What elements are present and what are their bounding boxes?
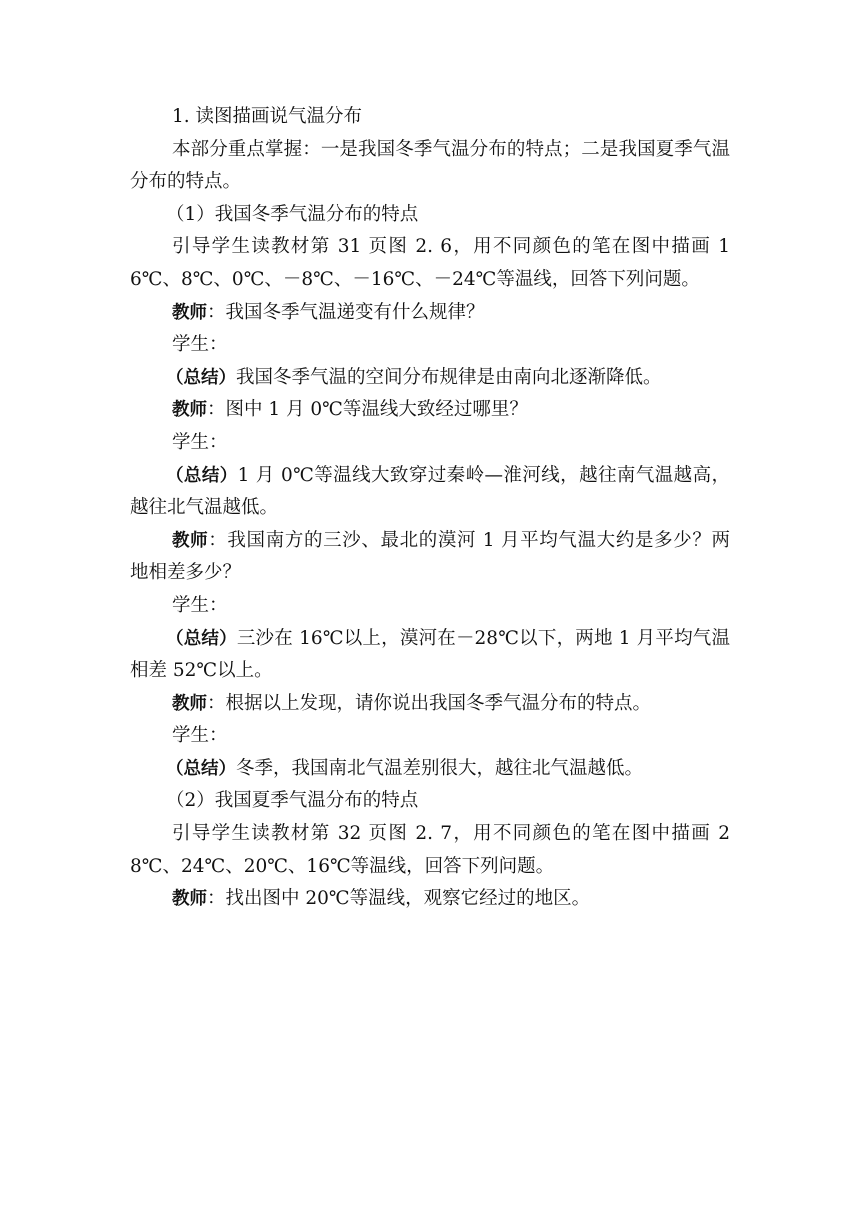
summary-label: （总结） bbox=[166, 465, 238, 486]
teacher-question-4 bbox=[130, 688, 730, 721]
instruction-paragraph-2: 引导学生读教材第 32 页图 2. 7，用不同颜色的笔在图中描画 28℃、24℃、20℃、16℃等温线，回答下列问题。 bbox=[130, 823, 730, 877]
teacher-question-2 bbox=[130, 394, 730, 427]
summary-label: （总结） bbox=[166, 758, 236, 779]
summary-text: 我国冬季气温的空间分布规律是由南向北逐渐降低。 bbox=[236, 366, 662, 388]
teacher-question-5 bbox=[130, 883, 730, 916]
question-text: ：找出图中 20℃等温线，观察它经过的地区。 bbox=[207, 888, 591, 910]
section-heading: 1. 读图描画说气温分布 bbox=[172, 106, 363, 127]
student-line-1: 学生： bbox=[172, 334, 228, 356]
teacher-question-3 bbox=[130, 525, 730, 590]
student-line-2: 学生： bbox=[172, 431, 228, 453]
summary-label: （总结） bbox=[166, 367, 236, 388]
question-text: ：我国南方的三沙、最北的漠河 1 月平均气温大约是多少？两地相差多少？ bbox=[130, 529, 730, 584]
question-text: ：我国冬季气温递变有什么规律？ bbox=[207, 301, 485, 323]
teacher-label: 教师 bbox=[172, 889, 207, 910]
summary-label: （总结） bbox=[166, 628, 237, 649]
summary-text: 冬季，我国南北气温差别很大，越往北气温越低。 bbox=[236, 757, 644, 779]
teacher-label: 教师 bbox=[172, 302, 207, 323]
intro-paragraph: 本部分重点掌握：一是我国冬季气温分布的特点；二是我国夏季气温分布的特点。 bbox=[130, 138, 730, 193]
student-line-4: 学生： bbox=[172, 725, 228, 747]
summary-2 bbox=[130, 460, 730, 525]
summary-text: 三沙在 16℃以上，漠河在－28℃以下，两地 1 月平均气温相差 52℃以上。 bbox=[130, 627, 730, 682]
teacher-label: 教师 bbox=[172, 530, 209, 551]
document-body bbox=[130, 101, 730, 916]
subsection-title-winter: （1）我国冬季气温分布的特点 bbox=[166, 203, 419, 225]
subsection-title-summer: （2）我国夏季气温分布的特点 bbox=[166, 790, 419, 812]
summary-1 bbox=[130, 362, 730, 395]
question-text: ：根据以上发现，请你说出我国冬季气温分布的特点。 bbox=[207, 692, 652, 714]
student-line-3: 学生： bbox=[172, 594, 228, 616]
summary-3 bbox=[130, 623, 730, 688]
teacher-label: 教师 bbox=[172, 693, 207, 714]
instruction-paragraph-1: 引导学生读教材第 31 页图 2. 6，用不同颜色的笔在图中描画 16℃、8℃、0℃、－8℃、－16℃、－24℃等温线，回答下列问题。 bbox=[130, 236, 730, 290]
teacher-label: 教师 bbox=[172, 400, 207, 421]
question-text: ：图中 1 月 0℃等温线大致经过哪里？ bbox=[207, 399, 528, 421]
teacher-question-1 bbox=[130, 297, 730, 330]
summary-text: 1 月 0℃等温线大致穿过秦岭—淮河线，越往南气温越高，越往北气温越低。 bbox=[130, 464, 731, 519]
summary-4 bbox=[130, 753, 730, 786]
